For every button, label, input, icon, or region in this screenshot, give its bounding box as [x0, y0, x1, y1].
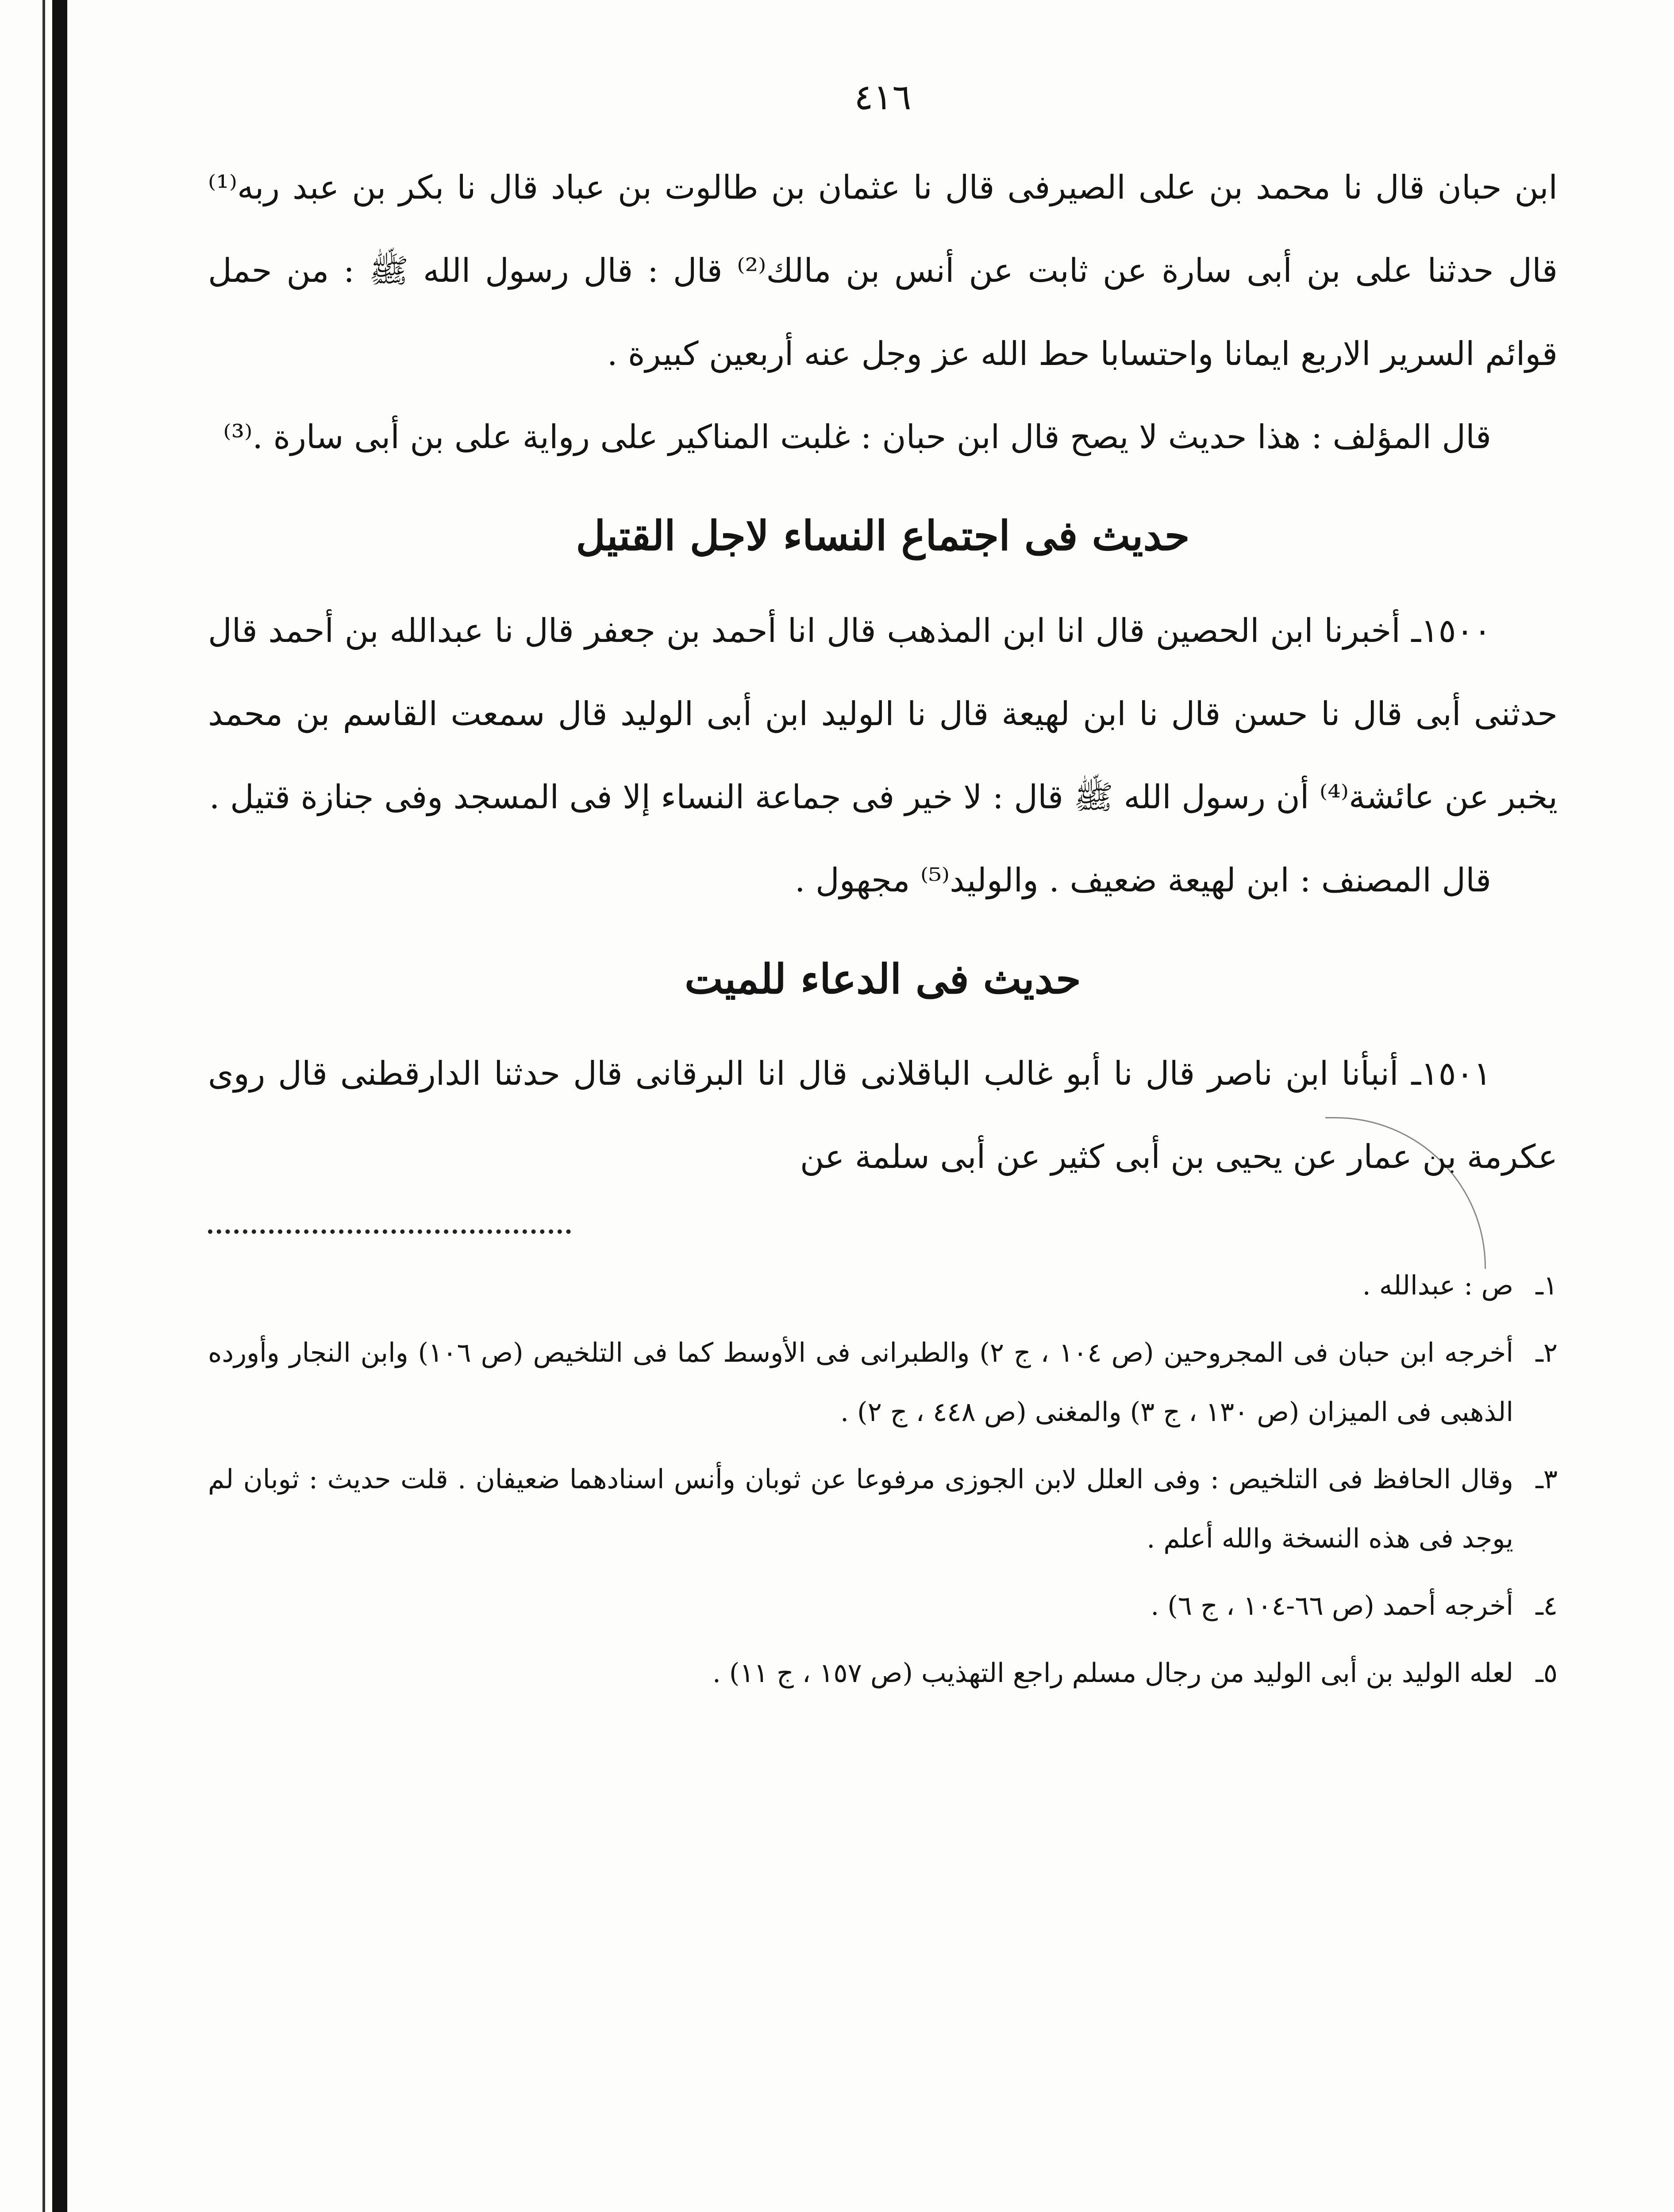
page-number: ٤١٦ — [854, 77, 912, 118]
book-page — [208, 77, 1558, 1711]
footnote-number: ٢ـ — [1535, 1337, 1558, 1369]
hadith-paragraph: ابن حبان قال نا محمد بن على الصيرفى قال نا عثمان بن طالوت بن عباد قال نا بكر بن عبد ربه⁽¹⁾ قال حدثنا على بن أبى سارة عن ثابت عن أنس بن مالك⁽²⁾ قال : قال رسول الله ﷺ : من حمل قوائم السرير الاربع ايمانا واحتسابا حط الله عز وجل عنه أربعين كبيرة . — [208, 169, 1558, 373]
footnote-text: لعله الوليد بن أبى الوليد من رجال مسلم راجع التهذيب (ص ١٥٧ ، ج ١١) . — [712, 1658, 1513, 1689]
footnote-text: أخرجه أحمد (ص ٦٦-١٠٤ ، ج ٦) . — [1151, 1590, 1513, 1622]
footnote-text: ص : عبدالله . — [1362, 1270, 1513, 1302]
hadith-paragraph: ١٥٠٠ـ أخبرنا ابن الحصين قال انا ابن المذهب قال انا أحمد بن جعفر قال نا عبدالله بن أحمد قال حدثنى أبى قال نا حسن قال نا ابن لهيعة قال نا الوليد ابن أبى الوليد قال سمعت القاسم بن محمد يخبر عن عائشة⁽⁴⁾ أن رسول الله ﷺ قال : لا خير فى جماعة النساء إلا فى المسجد وفى جنازة قتيل . — [208, 611, 1558, 816]
footnote-number: ١ـ — [1535, 1270, 1558, 1302]
footnote-number: ٥ـ — [1535, 1658, 1558, 1689]
footnote-divider — [208, 1229, 571, 1234]
binding-shadow — [52, 0, 67, 2212]
footnotes-list — [208, 1256, 1558, 1703]
footnote-item — [208, 1450, 1558, 1568]
footnote-item — [208, 1256, 1558, 1315]
footnote-item — [208, 1576, 1558, 1636]
footnote-text: أخرجه ابن حبان فى المجروحين (ص ١٠٤ ، ج ٢) والطبرانى فى الأوسط كما فى التلخيص (ص ١٠٦) وابن النجار وأورده الذهبى فى الميزان (ص ١٣٠ ، ج ٣) والمغنى (ص ٤٤٨ ، ج ٢) . — [208, 1337, 1513, 1428]
hadith-paragraph: ١٥٠١ـ أنبأنا ابن ناصر قال نا أبو غالب الباقلانى قال انا البرقانى قال حدثنا الدارقطنى قال روى عكرمة بن عمار عن يحيى بن أبى كثير عن أبى سلمة عن — [208, 1055, 1558, 1176]
author-comment: قال المصنف : ابن لهيعة ضعيف . والوليد⁽⁵⁾ مجهول . — [794, 861, 1491, 899]
section-intro — [208, 146, 1558, 479]
author-comment: قال المؤلف : هذا حديث لا يصح قال ابن حبان : غلبت المناكير على رواية على بن أبى سارة .⁽³⁾ — [223, 418, 1491, 456]
chapter-heading: حديث فى اجتماع النساء لاجل القتيل — [576, 512, 1190, 560]
footnote-item — [208, 1323, 1558, 1442]
footnote-number: ٤ـ — [1535, 1590, 1558, 1622]
footnote-text: وقال الحافظ فى التلخيص : وفى العلل لابن الجوزى مرفوعا عن ثوبان وأنس اسنادهما ضعيفان . قلت حديث : ثوبان لم يوجد فى هذه النسخة والله أعلم . — [208, 1464, 1513, 1555]
section-prayer-deceased — [208, 953, 1558, 1199]
footnote-number: ٣ـ — [1535, 1464, 1558, 1495]
chapter-heading: حديث فى الدعاء للميت — [685, 955, 1081, 1003]
binding-shadow-thin — [42, 0, 45, 2212]
footnote-item — [208, 1644, 1558, 1703]
section-women-gathering — [208, 510, 1558, 922]
